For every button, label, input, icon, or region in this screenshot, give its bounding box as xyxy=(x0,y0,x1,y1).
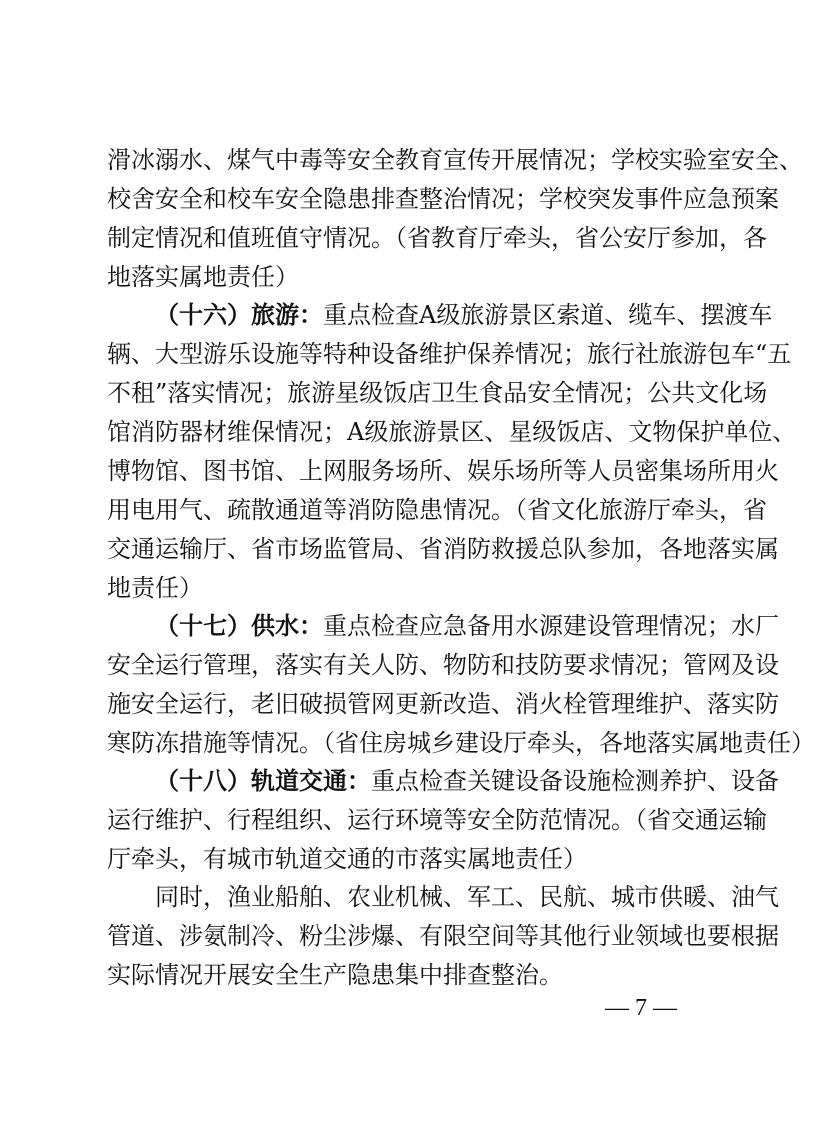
line-text: 实际情况开展安全生产隐患集中排查整治。 xyxy=(107,961,563,989)
body-line-8 xyxy=(107,413,797,451)
body-line-19 xyxy=(107,840,697,878)
section-heading-water-supply: （十七）供水： xyxy=(155,612,323,640)
line-text: 地责任） xyxy=(107,574,203,602)
section-heading-rail-transit: （十八）轨道交通： xyxy=(155,767,371,795)
body-line-15 xyxy=(107,685,779,723)
line-text: 重点检查关键设备设施检测养护、设备 xyxy=(371,767,779,795)
line-text: 厅牵头，有城市轨道交通的市落实属地责任） xyxy=(107,845,587,873)
line-text: 制定情况和值班值守情况。（省教育厅牵头，省公安厅参加，各 xyxy=(107,224,767,252)
line-text: 用电用气、疏散通道等消防隐患情况。（省文化旅游厅牵头，省 xyxy=(107,496,767,524)
line-text: 校舍安全和校车安全隐患排查整治情况；学校突发事件应急预案 xyxy=(107,185,779,213)
line-text: 滑冰溺水、煤气中毒等安全教育宣传开展情况；学校实验室安全、 xyxy=(107,146,803,174)
line-text: 同时，渔业船舶、农业机械、军工、民航、城市供暖、油气 xyxy=(155,883,779,911)
section-heading-tourism: （十六）旅游： xyxy=(155,301,323,329)
line-text: 安全运行管理，落实有关人防、物防和技防要求情况；管网及设 xyxy=(107,651,779,679)
section-16-first-line xyxy=(155,296,773,334)
line-text: 馆消防器材维保情况；A级旅游景区、星级饭店、文物保护单位、 xyxy=(107,418,797,446)
body-line-1 xyxy=(107,141,803,179)
body-line-12 xyxy=(107,569,697,607)
line-text: 辆、大型游乐设施等特种设备维护保养情况；旅行社旅游包车“五 xyxy=(107,340,792,368)
section-17-first-line xyxy=(155,607,779,645)
line-text: 重点检查A级旅游景区索道、缆车、摆渡车 xyxy=(323,301,773,329)
body-line-18 xyxy=(107,801,767,839)
section-18-first-line xyxy=(155,762,779,800)
line-text: 重点检查应急备用水源建设管理情况；水厂 xyxy=(323,612,779,640)
line-text: 地落实属地责任） xyxy=(107,263,299,291)
line-text: 管道、涉氨制冷、粉尘涉爆、有限空间等其他行业领域也要根据 xyxy=(107,922,779,950)
line-text: 寒防冻措施等情况。（省住房城乡建设厅牵头，各地落实属地责任） xyxy=(107,729,815,757)
line-text: 交通运输厅、省市场监管局、省消防救援总队参加，各地落实属 xyxy=(107,535,779,563)
body-line-10 xyxy=(107,491,767,529)
body-line-3 xyxy=(107,219,767,257)
body-line-14 xyxy=(107,646,779,684)
body-line-22 xyxy=(107,956,697,994)
closing-paragraph-first-line xyxy=(155,878,779,916)
body-line-11 xyxy=(107,530,779,568)
body-line-6 xyxy=(107,335,792,373)
body-line-21 xyxy=(107,917,779,955)
body-line-4 xyxy=(107,258,697,296)
body-line-7 xyxy=(107,374,768,412)
body-line-16 xyxy=(107,724,815,762)
body-line-9 xyxy=(107,452,779,490)
body-line-2 xyxy=(107,180,779,218)
line-text: 博物馆、图书馆、上网服务场所、娱乐场所等人员密集场所用火 xyxy=(107,457,779,485)
line-text: 运行维护、行程组织、运行环境等安全防范情况。（省交通运输 xyxy=(107,806,767,834)
line-text: 施安全运行，老旧破损管网更新改造、消火栓管理维护、落实防 xyxy=(107,690,779,718)
page-number: — 7 — xyxy=(605,995,677,1021)
line-text: 不租”落实情况；旅游星级饭店卫生食品安全情况；公共文化场 xyxy=(107,379,768,407)
